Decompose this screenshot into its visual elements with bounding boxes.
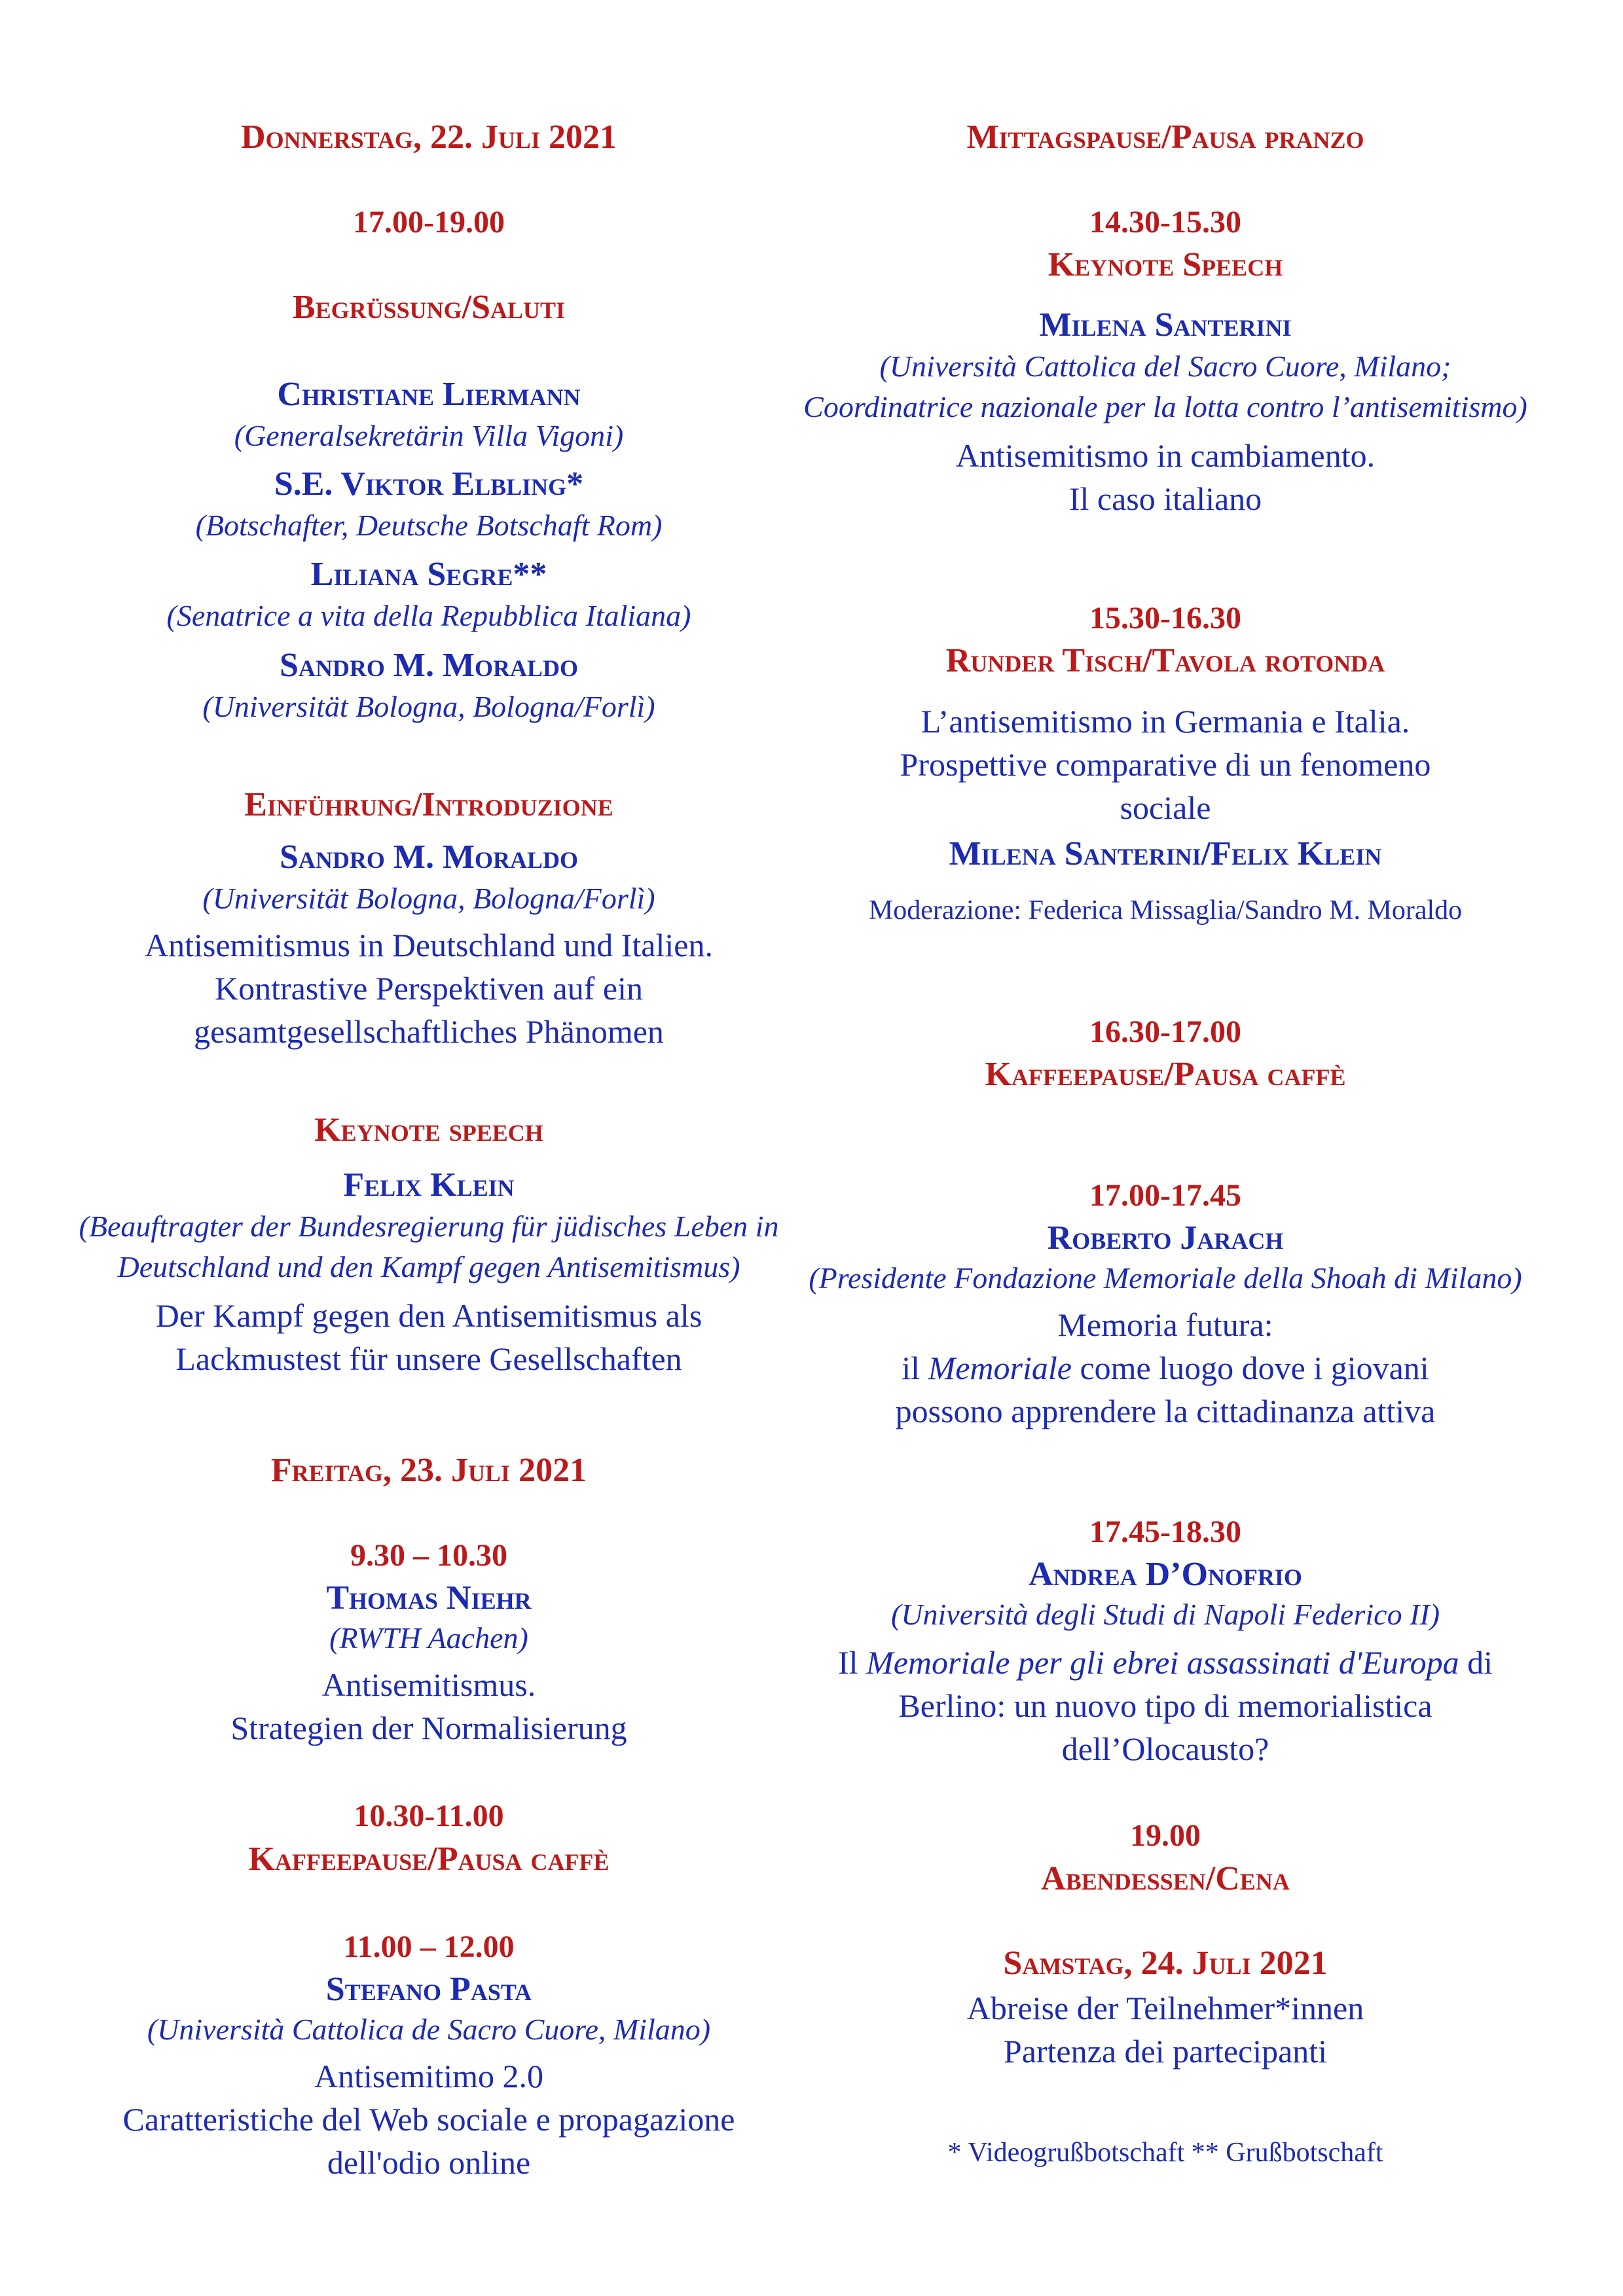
title-text: Il [838,1644,867,1681]
speaker-name: Thomas Niehr [326,1579,532,1617]
talk-title-line [799,1640,1532,1685]
speaker-name: Andrea D’Onofrio [1029,1556,1302,1593]
talk-title-line: Antisemitimo 2.0 [314,2058,543,2094]
session-time: 11.00 – 12.00 [343,1929,515,1964]
dinner-heading: Abendessen/Cena [1041,1860,1290,1897]
speaker-affiliation: (Università Cattolica del Sacro Cuore, Milano; [879,350,1451,383]
talk-title-line: L’antisemitismo in Germania e Italia. [921,703,1410,740]
day-heading-friday: Freitag, 23. Juli 2021 [270,1452,587,1489]
speaker-affiliation: (Generalsekretärin Villa Vigoni) [234,419,624,452]
talk-title-line: Antisemitismus in Deutschland und Italien. [145,927,713,963]
title-emphasis: Memoriale per gli ebrei assassinati d'Europa [866,1644,1459,1681]
talk-title-line: Antisemitismo in cambiamento. [955,437,1376,474]
departure-line: Partenza dei partecipanti [1003,2033,1328,2070]
title-emphasis: Memoriale [928,1350,1072,1386]
talk-title-line: Antisemitismus. [321,1666,536,1703]
panel-speakers: Milena Santerini/Felix Klein [949,835,1382,872]
speaker-name: Felix Klein [343,1166,515,1204]
speaker-name: Liliana Segre** [310,556,547,593]
talk-title-line: Caratteristiche del Web sociale e propagazione [122,2101,735,2138]
speaker-name: Sandro M. Moraldo [279,838,579,876]
speaker-affiliation: (Beauftragter der Bundesregierung für jüdisches Leben in [79,1210,779,1243]
speaker-affiliation: (Universität Bologna, Bologna/Forlì) [202,690,655,723]
day-heading-thursday: Donnerstag, 22. Juli 2021 [241,118,617,156]
speaker-affiliation: Deutschland und den Kampf gegen Antisemitismus) [117,1250,740,1283]
moderation-line: Moderazione: Federica Missaglia/Sandro M. Moraldo [868,895,1463,925]
title-text: il [902,1350,928,1386]
session-time: 16.30-17.00 [1089,1014,1241,1049]
speaker-affiliation: (Senatrice a vita della Repubblica Italiana) [166,599,691,632]
talk-title-line: Lackmustest für unsere Gesellschaften [175,1340,682,1377]
speaker-affiliation: (RWTH Aachen) [329,1621,528,1655]
speaker-affiliation: (Università degli Studi di Napoli Federico II) [890,1598,1440,1631]
talk-title-line: Strategien der Normalisierung [230,1710,627,1746]
talk-title-line [799,1346,1532,1390]
greeting-heading: Begrüßung/Saluti [292,289,566,326]
session-time: 19.00 [1130,1818,1201,1853]
coffee-break-heading: Kaffeepause/Pausa caffè [248,1840,610,1878]
intro-heading: Einführung/Introduzione [244,786,613,823]
speaker-name: Roberto Jarach [1047,1219,1284,1257]
title-text: come luogo dove i giovani [1071,1350,1429,1386]
talk-title-line: Memoria futura: [1057,1306,1273,1343]
talk-title-line: Prospettive comparative di un fenomeno [900,746,1431,783]
speaker-affiliation: (Botschafter, Deutsche Botschaft Rom) [195,509,663,542]
session-time: 14.30-15.30 [1089,205,1241,240]
departure-line: Abreise der Teilnehmer*innen [966,1990,1364,2026]
session-time: 9.30 – 10.30 [350,1538,507,1573]
footnote: * Videogrußbotschaft ** Grußbotschaft [947,2138,1383,2168]
round-table-heading: Runder Tisch/Tavola rotonda [945,642,1385,679]
keynote-heading: Keynote Speech [1048,246,1283,283]
speaker-name: Sandro M. Moraldo [279,647,579,684]
talk-title-line: gesamtgesellschaftliches Phänomen [194,1013,664,1050]
speaker-name: Stefano Pasta [325,1971,532,2008]
talk-title-line: Der Kampf gegen den Antisemitismus als [155,1297,702,1334]
session-time: 17.00-17.45 [1089,1178,1241,1213]
speaker-affiliation: (Università Cattolica de Sacro Cuore, Milano) [147,2013,711,2046]
talk-title-line: possono apprendere la cittadinanza attiva [895,1393,1436,1429]
speaker-name: Christiane Liermann [277,376,581,413]
day-heading-saturday: Samstag, 24. Juli 2021 [1003,1945,1328,1982]
speaker-affiliation: (Universität Bologna, Bologna/Forlì) [202,882,655,915]
session-time: 10.30-11.00 [354,1799,504,1833]
speaker-name: Milena Santerini [1039,306,1292,344]
coffee-break-heading: Kaffeepause/Pausa caffè [985,1056,1346,1093]
session-time: 17.45-18.30 [1089,1515,1241,1549]
speaker-name: S.E. Viktor Elbling* [274,465,584,503]
talk-title-line: sociale [1120,789,1211,826]
talk-title-line: dell'odio online [327,2144,531,2181]
talk-title-line: Kontrastive Perspektiven auf ein [215,970,643,1007]
speaker-affiliation: (Presidente Fondazione Memoriale della Shoah di Milano) [809,1261,1522,1295]
talk-title-line: Berlino: un nuovo tipo di memorialistica [898,1687,1432,1724]
talk-title-line: Il caso italiano [1068,480,1262,517]
speaker-affiliation: Coordinatrice nazionale per la lotta contro l’antisemitismo) [803,390,1527,423]
lunch-break-heading: Mittagspause/Pausa pranzo [966,118,1364,156]
title-text: di [1459,1644,1493,1681]
talk-title-line: dell’Olocausto? [1061,1731,1269,1767]
session-time: 17.00-19.00 [353,205,505,240]
session-time: 15.30-16.30 [1089,601,1241,636]
keynote-heading: Keynote speech [314,1111,543,1149]
